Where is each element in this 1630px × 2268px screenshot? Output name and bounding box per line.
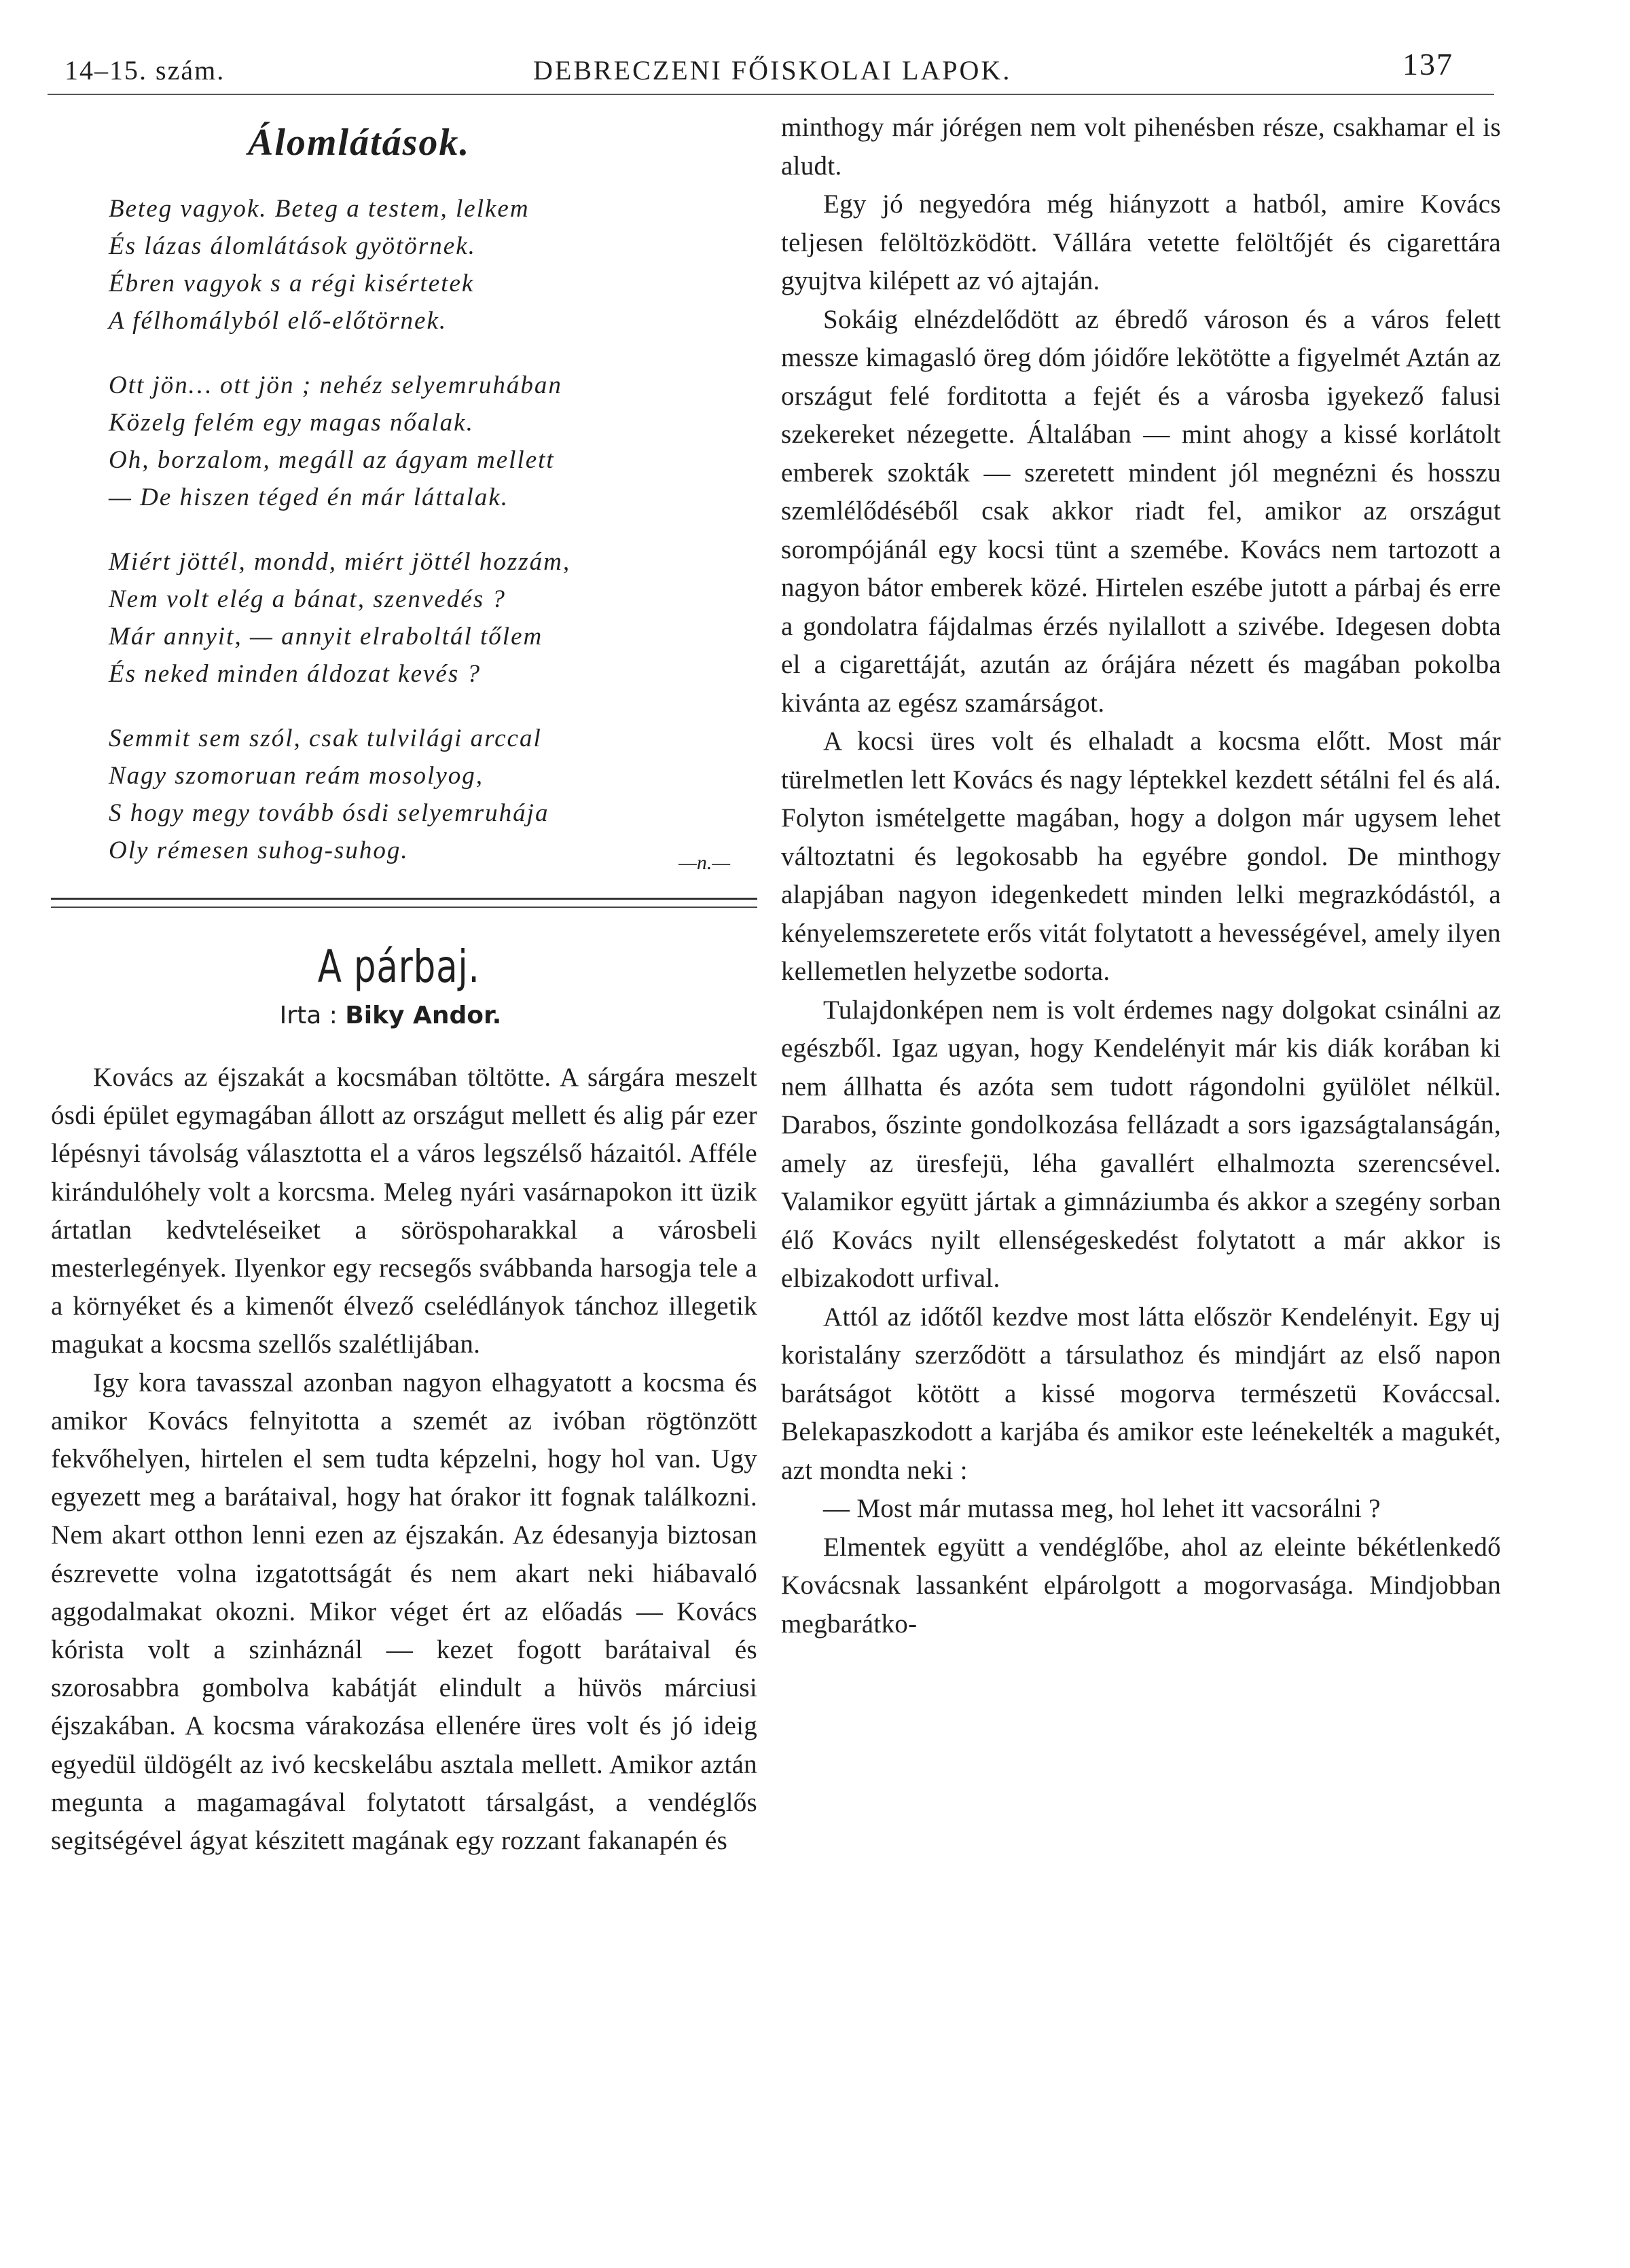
poem-line: Semmit sem szól, csak tulvilági arccal: [109, 725, 542, 752]
paragraph: minthogy már jórégen nem volt pihenésben része, csakhamar el is aludt.: [781, 113, 1501, 181]
running-header: [65, 46, 1494, 94]
journal-title: DEBRECZENI FŐISKOLAI LAPOK.: [533, 55, 1012, 86]
poem-line: Oh, borzalom, megáll az ágyam mellett: [109, 446, 555, 474]
story-text-right: [781, 109, 1501, 1643]
paragraph: Elmentek együtt a vendéglőbe, ahol az eleinte békétlenkedő Kovácsnak lassanként elpárolgott a mogorvasága. Mindjobban megbarátko-: [781, 1532, 1501, 1639]
poem-line: És lázas álomlátások gyötörnek.: [109, 232, 476, 260]
poem-line: S hogy megy tovább ósdi selyemruhája: [109, 799, 549, 827]
byline-prefix: Irta :: [279, 1002, 338, 1029]
poem-stanza: [109, 543, 757, 693]
header-rule: [48, 94, 1494, 95]
byline: [51, 1002, 757, 1042]
paragraph: — Most már mutassa meg, hol lehet itt vacsorálni ?: [823, 1494, 1381, 1523]
story-title: A párbaj.: [317, 940, 480, 993]
poem-stanza: [109, 190, 757, 340]
paragraph: Kovács az éjszakát a kocsmában töltötte. A sárgára meszelt ósdi épület egymagában állott az országut mellett és alig pár ezer lépésnyi távolság választotta el a város legszélső házaitól. Afféle kirándulóhely volt a korcsma. Meleg nyári vasárnapokon itt üzik ártatlan kedvteléseiket a söröspoharakkal a városbeli mesterlegények. Ilyenkor egy recsegős svábbanda harsogja tele a a környéket és a kimenőt élvező cselédlányok tánchoz illegetik magukat a kocsma szellős szalétlijában.: [51, 1063, 757, 1359]
left-column: [51, 109, 757, 1860]
paragraph: Egy jó negyedóra még hiányzott a hatból, amire Kovács teljesen felöltözködött. Vállára vetette felöltőjét és cigarettára gyujtva kilépett az vó ajtaján.: [781, 189, 1501, 295]
poem-line: És neked minden áldozat kevés ?: [109, 660, 481, 688]
poem-line: Beteg vagyok. Beteg a testem, lelkem: [109, 195, 530, 223]
poem-signature: —n.—: [678, 852, 730, 874]
right-column: [781, 109, 1501, 1643]
poem-line: Nem volt elég a bánat, szenvedés ?: [109, 585, 506, 613]
poem-line: — De hiszen téged én már láttalak.: [109, 483, 509, 511]
paragraph: Igy kora tavasszal azonban nagyon elhagyatott a kocsma és amikor Kovács felnyitotta a szemét az ivóban rögtönzött fekvőhelyen, hirtelen el sem tudta képzelni, hogy hol van. Ugy egyezett meg a barátaival, hogy hat órakor itt fognak találkozni. Nem akart otthon lenni ezen az éjszakán. Az édesanyja biztosan észrevette volna izgatottságát és nem akart neki hiábavaló aggodalmakat okozni. Mikor véget ért az előadás — Kovács kórista volt a szinháznál — kezet fogott barátaival és szorosabbra gombolva kabátját elindult a hüvös márciusi éjszakában. A kocsma várakozása ellenére üres volt és jó ideig egyedül üldögélt az ivó kecskelábu asztala mellett. Amikor aztán megunta a magamagával folytatott társalgást, a vendéglős segitségével ágyat készitett magának egy rozzant fakanapén és: [51, 1368, 757, 1856]
poem-line: Ott jön… ott jön ; nehéz selyemruhában: [109, 371, 562, 399]
author-name: Biky Andor.: [345, 1002, 502, 1029]
paragraph: Sokáig elnézdelődött az ébredő városon és a város felett messze kimagasló öreg dóm jóidőre lekötötte a figyelmét Aztán az országut felé forditotta a fejét és a városba igyekező falusi szekereket nézegette. Általában — mint ahogy a kissé korlátolt emberek szokták — szeretett mindent jól megnézni és hosszu szemlélődéséből csak akkor riadt fel, amikor az országut sorompójánál egy kocsi tünt a szemébe. Kovács nem tartozott a nagyon bátor emberek közé. Hirtelen eszébe jutott a párbaj és erre a gondolatra fájdalmas érzés nyilallott a szivébe. Idegesen dobta el a cigarettáját, azután az órájára nézett és magában pokolba kivánta az egész szamárságot.: [781, 304, 1501, 718]
poem-line: Közelg felém egy magas nőalak.: [109, 409, 474, 437]
paragraph: Attól az időtől kezdve most látta először Kendelényit. Egy uj koristalány szerződött a társulathoz és mindjárt az első napon barátságot kötött a kissé mogorva természetü Kováccsal. Belekapaszkodott a karjába és amikor este leénekelték a magukét, azt mondta neki :: [781, 1302, 1501, 1485]
poem-line: Miért jöttél, mondd, miért jöttél hozzám,: [109, 548, 571, 576]
poem-stanza: [109, 367, 757, 516]
poem-line: Oly rémesen suhog-suhog.: [109, 837, 409, 864]
poem-line: Már annyit, — annyit elraboltál tőlem: [109, 623, 543, 651]
page-number: 137: [1402, 47, 1453, 81]
section-divider: [51, 898, 757, 908]
paragraph: Tulajdonképen nem is volt érdemes nagy dolgokat csinálni az egészből. Igaz ugyan, hogy Kendelényit már kis diák korában ki nem állhatta és azóta sem tudott rágondolni gyülölet nélkül. Darabos, őszinte gondolkozása fellázadt a sors igazságtalanságán, amely az üresfejü, léha gavallért elhalmozta szerencsével. Valamikor együtt jártak a gimnáziumba és akkor a szegény sorban élő Kovács nyilt ellenségeskedést folytatott a már akkor is elbizakodott urfival.: [781, 995, 1501, 1293]
poem-line: A félhomályból elő-előtörnek.: [109, 307, 448, 335]
issue-number: 14–15. szám.: [65, 55, 225, 86]
poem-line: Nagy szomoruan reám mosolyog,: [109, 762, 484, 790]
poem-stanza: [109, 720, 757, 869]
poem-line: Ébren vagyok s a régi kisértetek: [109, 270, 475, 297]
story-text-left: [51, 1059, 757, 1860]
paragraph: A kocsi üres volt és elhaladt a kocsma előtt. Most már türelmetlen lett Kovács és nagy léptekkel kezdett sétálni fel és alá. Folyton ismételgette magában, hogy a dolgon már ugysem lehet változtatni és legokosabb ha egyébre gondol. De minthogy alapjában nagyon idegenkedett minden lelki megrazkódástól, a kényelemszeretete erős vitát folytatott a hevességével, amely ilyen kellemetlen helyzetbe sodorta.: [781, 727, 1501, 986]
poem-title: Álomlátások.: [248, 122, 471, 164]
